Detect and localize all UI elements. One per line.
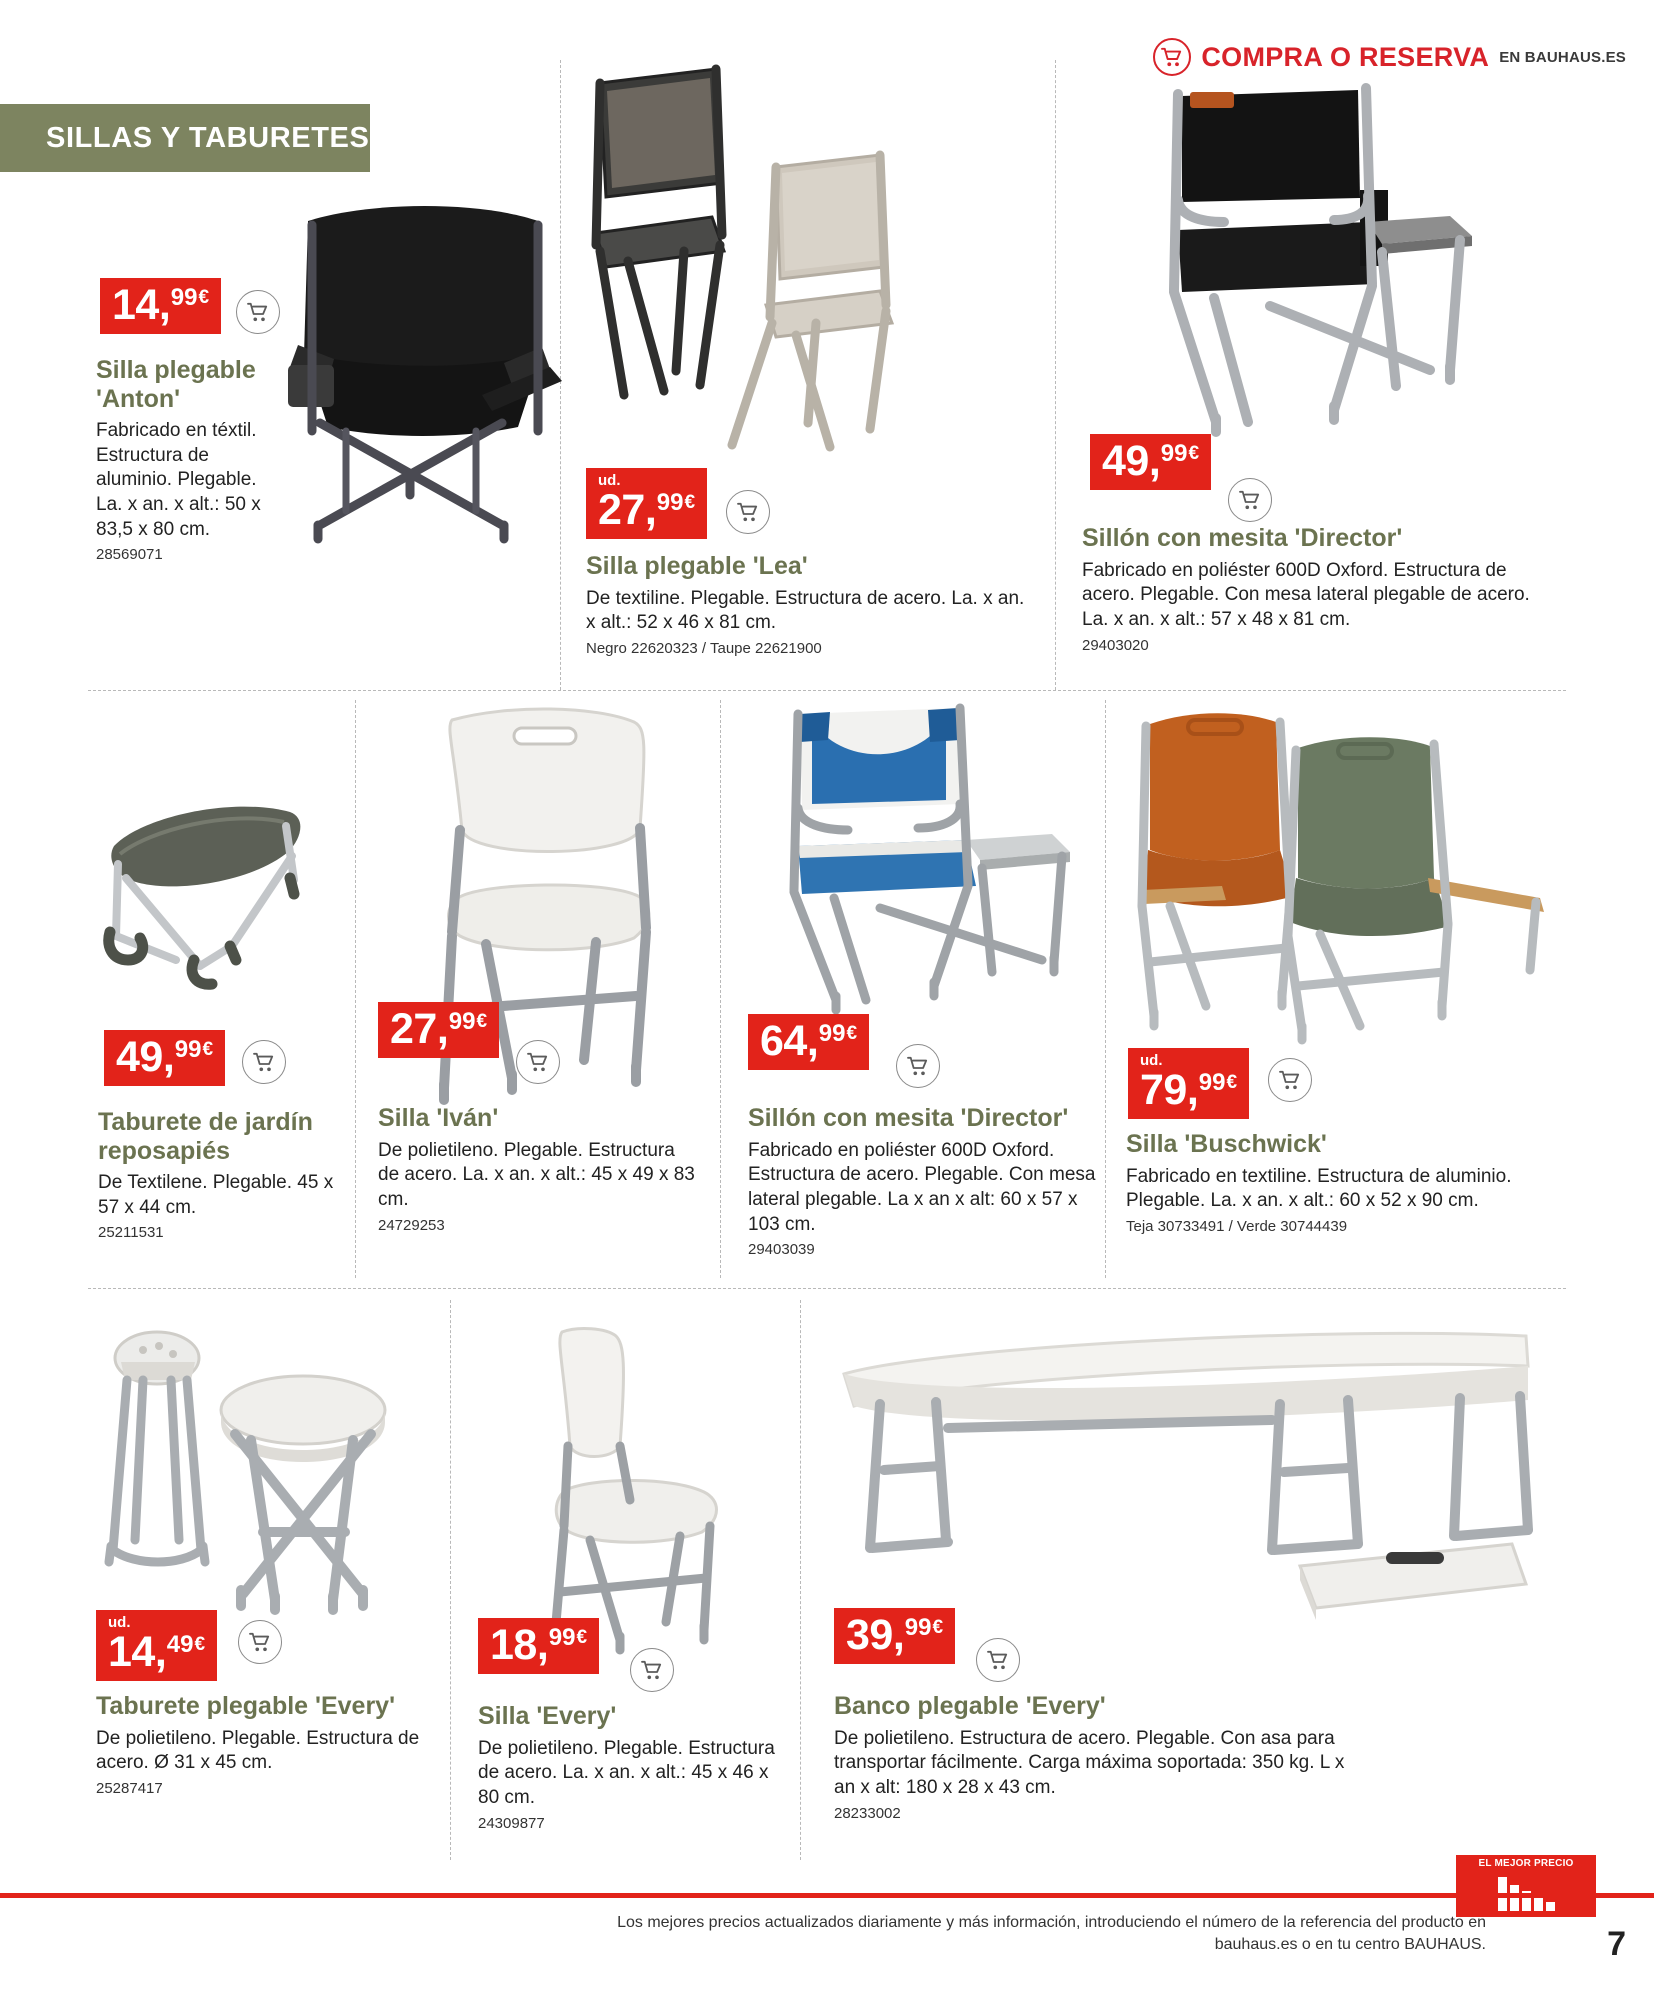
divider-row1 bbox=[88, 690, 1566, 691]
price-comma: , bbox=[436, 1005, 449, 1053]
price-comma: , bbox=[154, 1628, 167, 1676]
product-description: De polietileno. Plegable. Estructura de acero. Ø 31 x 45 cm. bbox=[96, 1727, 420, 1774]
product-description: De polietileno. Plegable. Estructura de acero. La. x an. x alt.: 45 x 46 x 80 cm. bbox=[478, 1737, 775, 1808]
product-reference-extra: Negro 22620323 / Taupe 22621900 bbox=[586, 639, 822, 657]
product-info-director-1 bbox=[1082, 524, 1552, 654]
price-badge-taburete-reposapies bbox=[104, 1030, 225, 1086]
cta-sub-label: EN BAUHAUS.ES bbox=[1499, 48, 1626, 66]
price-badge-banco-every bbox=[834, 1608, 955, 1664]
price-integer: 14 bbox=[108, 1628, 155, 1676]
price-comma: , bbox=[1148, 437, 1161, 485]
product-info-silla-every bbox=[478, 1702, 778, 1832]
cart-icon-taburete-every[interactable] bbox=[238, 1620, 282, 1664]
product-title: Silla plegable 'Lea' bbox=[586, 552, 808, 580]
product-image-banco-every bbox=[820, 1300, 1540, 1630]
cart-icon-banco-every[interactable] bbox=[976, 1638, 1020, 1682]
product-title: Silla 'Iván' bbox=[378, 1104, 499, 1132]
price-badge-anton bbox=[100, 278, 221, 334]
price-currency: € bbox=[202, 1039, 214, 1060]
price-comma: , bbox=[806, 1017, 819, 1065]
product-reference: 29403020 bbox=[1082, 636, 1149, 654]
cart-icon-ivan[interactable] bbox=[516, 1040, 560, 1084]
product-description: De Textilene. Plegable. 45 x 57 x 44 cm. bbox=[98, 1172, 334, 1218]
price-badge-buschwick bbox=[1128, 1048, 1249, 1119]
product-info-lea bbox=[586, 552, 1036, 657]
price-badge-lea bbox=[586, 468, 707, 539]
divider-col2 bbox=[1055, 60, 1056, 690]
product-reference: 25211531 bbox=[98, 1224, 164, 1242]
product-info-director-2 bbox=[748, 1104, 1098, 1258]
price-integer: 14 bbox=[112, 281, 159, 329]
product-description: Fabricado en téxtil. Estructura de aluminio. Plegable. La. x an. x alt.: 50 x 83,5 x 80 cm. bbox=[96, 420, 261, 540]
price-badge-silla-every bbox=[478, 1618, 599, 1674]
cart-icon-anton[interactable] bbox=[236, 290, 280, 334]
price-comma: , bbox=[158, 281, 171, 329]
price-currency: € bbox=[1188, 443, 1200, 464]
section-title: SILLAS Y TABURETES bbox=[0, 104, 370, 172]
product-description: De textiline. Plegable. Estructura de acero. La. x an. x alt.: 52 x 46 x 81 cm. bbox=[586, 587, 1025, 634]
product-image-director-1 bbox=[1120, 70, 1540, 460]
price-currency: € bbox=[194, 1634, 206, 1655]
price-decimal: 99 bbox=[656, 489, 684, 516]
price-comma: , bbox=[892, 1611, 905, 1659]
cart-icon-lea[interactable] bbox=[726, 490, 770, 534]
price-unit-label: ud. bbox=[598, 472, 621, 489]
product-info-buschwick bbox=[1126, 1130, 1546, 1235]
product-description: De polietileno. Plegable. Estructura de acero. La. x an. x alt.: 45 x 49 x 83 cm. bbox=[378, 1139, 695, 1210]
cart-icon-director-2[interactable] bbox=[896, 1044, 940, 1088]
cart-icon-silla-every[interactable] bbox=[630, 1648, 674, 1692]
product-info-banco-every bbox=[834, 1692, 1354, 1822]
product-description: Fabricado en poliéster 600D Oxford. Estructura de acero. Plegable. Con mesa lateral plegable. La x an x alt: 60 x 57 x 103 cm. bbox=[748, 1139, 1096, 1235]
product-title: Sillón con mesita 'Director' bbox=[1082, 524, 1403, 552]
product-reference: 25287417 bbox=[96, 1779, 163, 1797]
price-integer: 49 bbox=[1102, 437, 1149, 485]
price-currency: € bbox=[476, 1011, 488, 1032]
price-comma: , bbox=[1186, 1066, 1199, 1114]
product-reference: 28233002 bbox=[834, 1804, 901, 1822]
product-reference: 24729253 bbox=[378, 1216, 445, 1234]
footer-text: Los mejores precios actualizados diariamente y más información, introduciendo el número de la referencia del producto en bauhaus.es o en tu centro BAUHAUS. bbox=[617, 1914, 1486, 1953]
price-decimal: 99 bbox=[448, 1008, 476, 1035]
product-reference: 24309877 bbox=[478, 1814, 545, 1832]
cart-icon-director-1[interactable] bbox=[1228, 478, 1272, 522]
price-integer: 18 bbox=[490, 1621, 537, 1669]
product-title: Silla plegable 'Anton' bbox=[96, 356, 256, 413]
best-price-label: EL MEJOR PRECIO bbox=[1478, 1858, 1574, 1869]
best-price-badge bbox=[1456, 1855, 1596, 1917]
divider-col7 bbox=[800, 1300, 801, 1860]
price-decimal: 99 bbox=[818, 1020, 846, 1047]
product-image-taburete-every bbox=[95, 1310, 425, 1650]
price-comma: , bbox=[162, 1033, 175, 1081]
product-description: Fabricado en poliéster 600D Oxford. Estructura de acero. Plegable. Con mesa lateral plegable de acero. La. x an. x alt.: 57 x 48 x 81 cm. bbox=[1082, 559, 1530, 630]
price-decimal: 99 bbox=[548, 1624, 576, 1651]
product-image-silla-every bbox=[520, 1320, 770, 1660]
divider-col6 bbox=[450, 1300, 451, 1860]
price-currency: € bbox=[198, 287, 210, 308]
product-info-anton bbox=[96, 356, 286, 563]
price-badge-director-1 bbox=[1090, 434, 1211, 490]
price-badge-taburete-every bbox=[96, 1610, 217, 1681]
cart-icon-buschwick[interactable] bbox=[1268, 1058, 1312, 1102]
cart-icon-taburete-reposapies[interactable] bbox=[242, 1040, 286, 1084]
price-decimal: 99 bbox=[1160, 440, 1188, 467]
price-decimal: 49 bbox=[166, 1631, 194, 1658]
price-currency: € bbox=[684, 492, 696, 513]
price-comma: , bbox=[644, 486, 657, 534]
product-title: Banco plegable 'Every' bbox=[834, 1692, 1106, 1720]
product-title: Taburete de jardín reposapiés bbox=[98, 1108, 313, 1165]
divider-row2 bbox=[88, 1288, 1566, 1289]
product-title: Taburete plegable 'Every' bbox=[96, 1692, 396, 1720]
price-comma: , bbox=[536, 1621, 549, 1669]
product-image-anton bbox=[250, 195, 570, 555]
product-description: Fabricado en textiline. Estructura de aluminio. Plegable. La. x an. x alt.: 60 x 52 x 90 cm. bbox=[1126, 1165, 1512, 1212]
divider-col5 bbox=[1105, 700, 1106, 1278]
price-currency: € bbox=[932, 1617, 944, 1638]
page-number: 7 bbox=[1607, 1925, 1626, 1963]
price-integer: 49 bbox=[116, 1033, 163, 1081]
product-description: De polietileno. Estructura de acero. Plegable. Con asa para transportar fácilmente. Carga máxima soportada: 350 kg. L x an x alt: 180 x 28 x 43 cm. bbox=[834, 1727, 1345, 1798]
price-badge-ivan bbox=[378, 1002, 499, 1058]
product-title: Silla 'Every' bbox=[478, 1702, 617, 1730]
product-info-ivan bbox=[378, 1104, 698, 1234]
price-decimal: 99 bbox=[170, 284, 198, 311]
cta-main-label: COMPRA O RESERVA bbox=[1201, 41, 1490, 72]
product-reference: 28569071 bbox=[96, 546, 163, 564]
product-reference: 29403039 bbox=[748, 1241, 815, 1259]
price-integer: 79 bbox=[1140, 1066, 1187, 1114]
footer-rule bbox=[0, 1893, 1654, 1898]
price-currency: € bbox=[846, 1023, 858, 1044]
product-info-taburete-reposapies bbox=[98, 1108, 358, 1241]
price-integer: 39 bbox=[846, 1611, 893, 1659]
product-image-director-2 bbox=[770, 700, 1100, 1040]
product-image-lea bbox=[580, 55, 1050, 505]
divider-col4 bbox=[720, 700, 721, 1278]
best-price-chart-icon bbox=[1456, 1871, 1596, 1911]
product-image-buschwick bbox=[1130, 700, 1570, 1050]
price-currency: € bbox=[576, 1627, 588, 1648]
price-unit-label: ud. bbox=[1140, 1052, 1163, 1069]
price-integer: 27 bbox=[390, 1005, 437, 1053]
product-info-taburete-every bbox=[96, 1692, 426, 1797]
price-badge-director-2 bbox=[748, 1014, 869, 1070]
product-title: Silla 'Buschwick' bbox=[1126, 1130, 1327, 1158]
product-reference-extra: Teja 30733491 / Verde 30744439 bbox=[1126, 1217, 1348, 1235]
price-currency: € bbox=[1226, 1072, 1238, 1093]
price-decimal: 99 bbox=[174, 1036, 202, 1063]
product-title: Sillón con mesita 'Director' bbox=[748, 1104, 1069, 1132]
price-unit-label: ud. bbox=[108, 1614, 131, 1631]
price-integer: 64 bbox=[760, 1017, 807, 1065]
product-image-taburete-reposapies bbox=[80, 760, 340, 1030]
price-decimal: 99 bbox=[1198, 1069, 1226, 1096]
price-decimal: 99 bbox=[904, 1614, 932, 1641]
price-integer: 27 bbox=[598, 486, 645, 534]
